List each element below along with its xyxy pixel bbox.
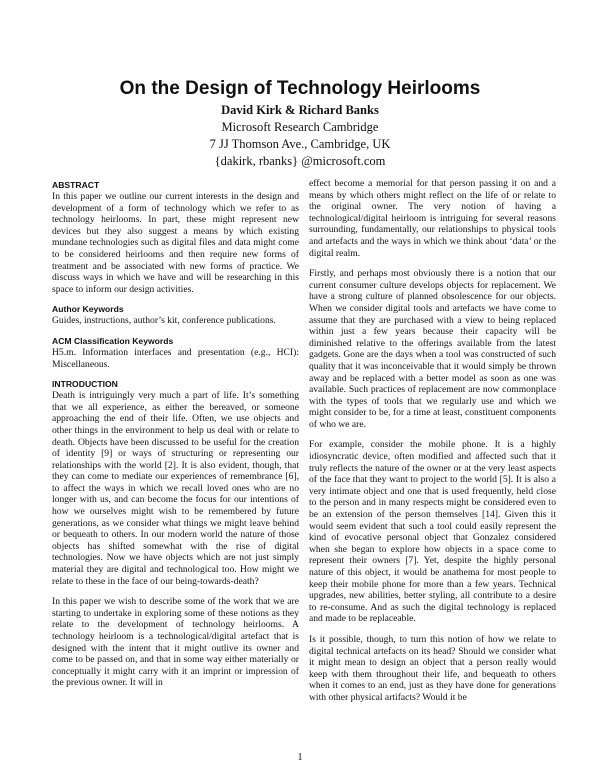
acm-heading: ACM Classification Keywords <box>52 335 174 346</box>
keywords-heading: Author Keywords <box>52 304 124 315</box>
left-column <box>52 180 299 698</box>
keywords-text: Guides, instructions, author’s kit, conference publications. <box>52 315 276 327</box>
introduction-paragraph-5: For example, consider the mobile phone. It is a highly idiosyncratic device, often modified and affected such that it truly reflects the nature of the owner or at the very least aspects of the face that they want to project to the world [5]. It is also a very intimate object and one that is used frequently, held close to the person and in many respects might be considered even to be an extension of the person themselves [14]. Given this it would seem evident that such a tool could easily represent the kind of evocative personal object that Gonzalez considered when she began to explore how objects in a space come to represent their owners [7]. Yet, despite the highly personal nature of this object, it would be anathema for most people to keep their mobile phone for more than a few years. Technical upgrades, new abilities, better styling, all contribute to a desire to re-consume. And as such the digital technology is replaced and made to be replaceable. <box>309 439 556 625</box>
paper-title: On the Design of Technology Heirlooms <box>119 78 481 99</box>
introduction-paragraph-1: Death is intriguingly very much a part of life. It’s something that we all experience, as either the bereaved, or someone approaching the end of their life. Often, we use objects and other things in the environment to help us deal with or relate to death. Objects have been discussed to be useful for the creation of identity [9] or ways of structuring or representing our relationships with the world [2]. It is also evident, though, that they can come to mediate our experiences of remembrance [6], to affect the ways in which we recall loved ones who are no longer with us, and can become the focus for our intentions of how we ourselves might wish to be remembered by future generations, as we consider what things we might leave behind or bequeath to others. In our modern world the nature of those objects has shifted somewhat with the rise of digital technologies. Now we have objects which are not just simply material they are digital and technological too. How might we relate to these in the face of our being-towards-death? <box>52 390 299 587</box>
acm-text: H5.m. Information interfaces and presentation (e.g., HCI): Miscellaneous. <box>52 346 299 370</box>
author-block <box>0 102 600 170</box>
introduction-paragraph-6: Is it possible, though, to turn this notion of how we relate to digital technical artefacts on its head? Should we consider what it might mean to design an object that a person really would keep with them throughout their life, and bequeath to others when it comes to an end, just as they have done for generations with other physical artifacts? Would it be <box>309 633 556 703</box>
right-column <box>309 178 556 713</box>
author-email: {dakirk, rbanks} @microsoft.com <box>214 154 386 168</box>
abstract-heading: ABSTRACT <box>52 180 100 190</box>
introduction-paragraph-4: Firstly, and perhaps most obviously there is a notion that our current consumer culture develops objects for replacement. We have a strong culture of planned obsolescence for our objects. When we consider digital tools and artefacts we have come to assume that they are purchased with a view to being replaced within just a few years because their capacity will be diminished relative to the offerings available from the latest gadgets. Gone are the days when a tool was constructed of such quality that it was inconceivable that it would simply be thrown away and be replaced with a better model as soon as one was available. Such practices of replacement are now commonplace with the types of tools that we regularly use and which we might consider to be, for a time at least, constituent components of who we are. <box>309 268 556 430</box>
page-number: 1 <box>297 752 303 763</box>
introduction-paragraph-3: effect become a memorial for that person passing it on and a means by which others might reflect on the life of or relate to the original owner. The very notion of having a technological/digital heirloom is intriguing for several reasons surrounding, fundamentally, our relationships to physical tools and artefacts and the ways in which we think about ‘data’ or the digital realm. <box>309 178 556 259</box>
author-address: 7 JJ Thomson Ave., Cambridge, UK <box>209 137 391 151</box>
author-names: David Kirk & Richard Banks <box>221 103 379 117</box>
introduction-heading: INTRODUCTION <box>52 379 118 390</box>
introduction-paragraph-2: In this paper we wish to describe some of the work that we are starting to undertake in exploring some of these notions as they relate to the development of technology heirlooms. A technology heirloom is a technological/digital artefact that is designed with the intent that it might outlive its owner and come to be passed on, and that in some way either materially or conceptually it might carry with it an imprint or impression of the previous owner. It will in <box>52 596 299 689</box>
author-affiliation: Microsoft Research Cambridge <box>221 120 379 134</box>
abstract-text: In this paper we outline our current interests in the design and development of a form of technology which we refer to as technology heirlooms. In part, these might represent new devices but they also suggest a means by which existing mundane technologies such as digital files and data might come to be considered heirlooms and then require new forms of treatment and be associated with new forms of practice. We discuss ways in which we have and will be researching in this space to inform our design activities. <box>52 191 299 295</box>
